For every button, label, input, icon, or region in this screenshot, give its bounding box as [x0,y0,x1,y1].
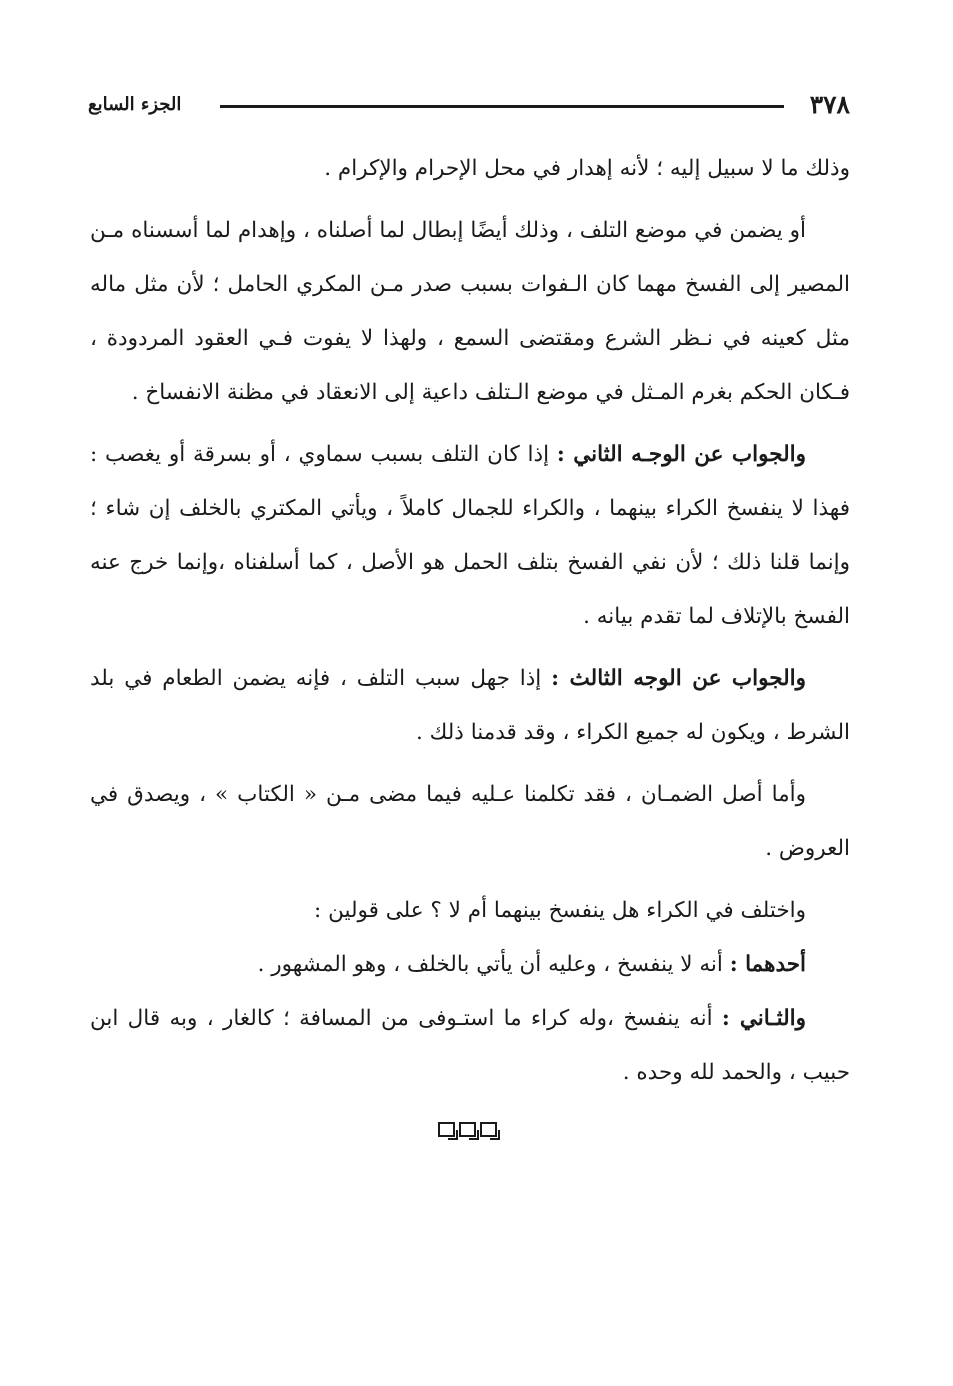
paragraph-3 [90,428,850,644]
paragraph-4-text: إذا جهل سبب التلف ، فإنه يضمن الطعام في بلد الشرط ، ويكون له جميع الكراء ، وقد قدمنا ذلك . [90,666,850,745]
paragraph-7-lead: أحدهما : [729,952,806,977]
paragraph-5 [90,768,850,876]
page-number: ٣٧٨ [809,90,850,119]
paragraph-1-text: وذلك ما لا سبيل إليه ؛ لأنه إهدار في محل الإحرام والإكرام . [324,156,850,181]
end-of-section-ornament [438,1117,508,1141]
paragraph-3-lead: والجواب عن الوجـه الثاني : [556,442,806,467]
paragraph-8-lead: والثـاني : [721,1006,806,1031]
paragraph-4 [90,652,850,760]
paragraph-7-text: أنه لا ينفسخ ، وعليه أن يأتي بالخلف ، وهو المشهور . [257,952,730,977]
paragraph-1 [90,142,850,196]
header-rule [220,105,784,108]
paragraph-6 [90,884,850,938]
paragraph-4-lead: والجواب عن الوجه الثالث : [551,666,806,691]
paragraph-6-text: واختلف في الكراء هل ينفسخ بينهما أم لا ؟ على قولين : [314,898,806,923]
square-ornament-icon [438,1122,455,1137]
paragraph-2 [90,204,850,420]
paragraph-8-text: أنه ينفسخ ،وله كراء ما استـوفى من المسافة ؛ كالغار ، وبه قال ابن حبيب ، والحمد لله وحده . [90,1006,850,1085]
body-text [90,142,850,1100]
paragraph-7 [90,938,850,992]
paragraph-3-text: إذا كان التلف بسبب سماوي ، أو بسرقة أو يغصب : فهذا لا ينفسخ الكراء بينهما ، والكراء للجمال كاملاً ، ويأتي المكتري بالخلف إن شاء ؛ وإنما قلنا ذلك ؛ لأن نفي الفسخ بتلف الحمل هو الأصل ، كما أسلفناه ،وإنما خرج عنه الفسخ بالإتلاف لما تقدم بيانه . [90,442,850,629]
running-head [88,88,850,122]
square-ornament-icon [480,1122,497,1137]
paragraph-8 [90,992,850,1100]
square-ornament-icon [459,1122,476,1137]
volume-title: الجزء السابع [88,94,182,115]
paragraph-5-text: وأما أصل الضمـان ، فقد تكلمنا عـليه فيما مضى مـن « الكتاب » ، ويصدق في العروض . [90,782,850,861]
paragraph-2-text: أو يضمن في موضع التلف ، وذلك أيضًا إبطال لما أصلناه ، وإهدام لما أسسناه مـن المصير إلى الفسخ مهما كان الـفوات بسبب صدر مـن المكري الحامل ؛ لأن مثل ماله مثل كعينه في نـظر الشرع ومقتضى السمع ، ولهذا لا يفوت فـي العقود المردودة ، فـكان الحكم بغرم المـثل في موضع الـتلف داعية إلى الانعقاد في مظنة الانفساخ . [90,218,850,405]
